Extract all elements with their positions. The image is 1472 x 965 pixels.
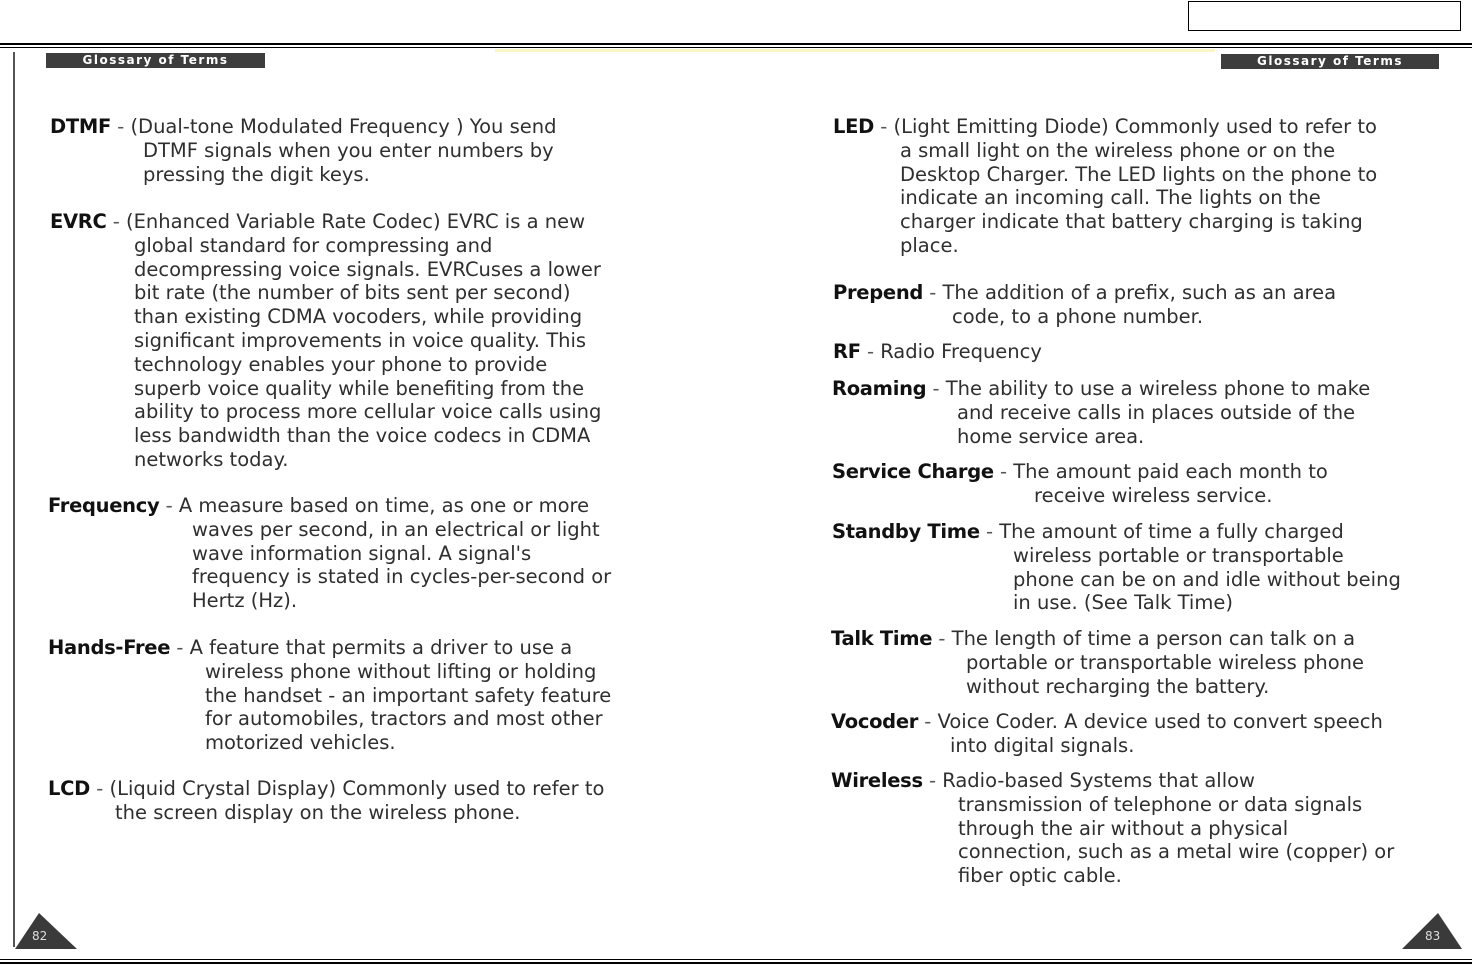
right-page-number: 83 bbox=[1425, 929, 1441, 943]
definition-led-line: charger indicate that battery charging is taking bbox=[900, 210, 1363, 234]
term-separator: - bbox=[926, 377, 946, 400]
definition-frequency-line: wave information signal. A signal's bbox=[192, 541, 532, 565]
glossary-entry-prepend bbox=[833, 281, 1453, 329]
term-separator: - bbox=[159, 494, 179, 517]
definition-standby-time-line: wireless portable or transportable bbox=[1013, 543, 1344, 567]
definition-evrc-line: significant improvements in voice quality. This bbox=[134, 328, 587, 352]
definition-dtmf-line-1: (Dual-tone Modulated Frequency ) You send bbox=[130, 115, 557, 138]
definition-evrc-line-1: (Enhanced Variable Rate Codec) EVRC is a new bbox=[125, 210, 586, 233]
term-evrc: EVRC bbox=[50, 210, 107, 233]
top-rule bbox=[0, 43, 1472, 45]
term-separator: - bbox=[106, 210, 126, 233]
left-page-number: 82 bbox=[32, 929, 48, 943]
definition-led-line: place. bbox=[900, 233, 959, 257]
definition-evrc-line: less bandwidth than the voice codecs in CDMA bbox=[134, 424, 591, 448]
definition-hands-free-line: motorized vehicles. bbox=[205, 731, 396, 755]
definition-rf: Radio Frequency bbox=[880, 340, 1042, 363]
definition-service-charge-line-1: The amount paid each month to bbox=[1013, 460, 1328, 483]
definition-hands-free-line-1: A feature that permits a driver to use a bbox=[189, 636, 573, 659]
glossary-entry-wireless bbox=[831, 769, 1461, 888]
term-separator: - bbox=[932, 627, 952, 650]
term-separator: - bbox=[979, 520, 1000, 543]
definition-frequency-line: waves per second, in an electrical or light bbox=[192, 517, 600, 541]
bottom-rule-thin bbox=[0, 959, 1472, 960]
term-lcd: LCD bbox=[48, 777, 91, 800]
term-talk-time: Talk Time bbox=[831, 627, 933, 650]
top-rule-thin bbox=[0, 47, 1472, 48]
top-right-box bbox=[1188, 1, 1461, 31]
term-vocoder: Vocoder bbox=[831, 710, 919, 733]
definition-talk-time-line: portable or transportable wireless phone bbox=[966, 650, 1365, 674]
definition-standby-time-line-1: The amount of time a fully charged bbox=[999, 520, 1344, 543]
term-wireless: Wireless bbox=[831, 769, 923, 792]
definition-prepend-line-1: The addition of a prefix, such as an area bbox=[942, 281, 1337, 304]
glossary-entry-vocoder bbox=[831, 710, 1461, 758]
definition-wireless-line: transmission of telephone or data signals bbox=[958, 792, 1363, 816]
glossary-entry-evrc bbox=[50, 210, 660, 472]
definition-dtmf-line-2: DTMF signals when you enter numbers by bbox=[143, 138, 554, 162]
term-dtmf: DTMF bbox=[50, 115, 112, 138]
definition-hands-free-line: wireless phone without lifting or holding bbox=[205, 659, 597, 683]
definition-evrc-line: decompressing voice signals. EVRCuses a lower bbox=[134, 257, 601, 281]
term-frequency: Frequency bbox=[48, 494, 160, 517]
glossary-entry-frequency bbox=[48, 494, 658, 613]
glossary-entry-led bbox=[833, 115, 1453, 258]
term-roaming: Roaming bbox=[832, 377, 927, 400]
term-separator: - bbox=[922, 769, 943, 792]
definition-evrc-line: global standard for compressing and bbox=[134, 233, 493, 257]
definition-wireless-line: connection, such as a metal wire (copper) or bbox=[958, 840, 1395, 864]
glossary-entry-roaming bbox=[832, 377, 1452, 448]
term-led: LED bbox=[833, 115, 875, 138]
term-separator: - bbox=[170, 636, 190, 659]
definition-evrc-line: ability to process more cellular voice calls using bbox=[134, 400, 602, 424]
definition-vocoder-line-1: Voice Coder. A device used to convert speech bbox=[937, 710, 1383, 733]
definition-vocoder-line-2: into digital signals. bbox=[950, 733, 1135, 757]
left-page-edge bbox=[13, 52, 15, 947]
definition-led-line: Desktop Charger. The LED lights on the phone to bbox=[900, 162, 1378, 186]
definition-hands-free-line: for automobiles, tractors and most other bbox=[205, 707, 603, 731]
definition-lcd-line-2: the screen display on the wireless phone. bbox=[115, 800, 521, 824]
definition-roaming-line: home service area. bbox=[957, 424, 1145, 448]
definition-lcd-line-1: (Liquid Crystal Display) Commonly used to refer to bbox=[109, 777, 605, 800]
definition-roaming-line-1: The ability to use a wireless phone to make bbox=[945, 377, 1371, 400]
definition-led-line: indicate an incoming call. The lights on the bbox=[900, 186, 1321, 210]
glossary-entry-hands-free bbox=[48, 636, 658, 755]
bottom-rule bbox=[0, 962, 1472, 964]
glossary-entry-service-charge bbox=[832, 460, 1452, 508]
glossary-entry-standby-time bbox=[832, 520, 1457, 615]
gutter-tint bbox=[495, 49, 1215, 52]
definition-standby-time-line: in use. (See Talk Time) bbox=[1013, 591, 1233, 615]
term-separator: - bbox=[90, 777, 110, 800]
definition-prepend-line-2: code, to a phone number. bbox=[952, 304, 1204, 328]
term-rf: RF bbox=[833, 340, 861, 363]
definition-evrc-line: networks today. bbox=[134, 447, 289, 471]
definition-standby-time-line: phone can be on and idle without being bbox=[1013, 567, 1401, 591]
term-separator: - bbox=[874, 115, 894, 138]
definition-wireless-line-1: Radio-based Systems that allow bbox=[942, 769, 1255, 792]
definition-led-line: a small light on the wireless phone or on the bbox=[900, 138, 1336, 162]
term-separator: - bbox=[111, 115, 131, 138]
term-separator: - bbox=[860, 340, 881, 363]
definition-evrc-line: than existing CDMA vocoders, while providing bbox=[134, 305, 583, 329]
term-separator: - bbox=[918, 710, 938, 733]
glossary-entry-lcd bbox=[48, 777, 668, 825]
definition-wireless-line: through the air without a physical bbox=[958, 816, 1289, 840]
definition-wireless-line: fiber optic cable. bbox=[958, 864, 1122, 888]
definition-frequency-line: Hertz (Hz). bbox=[192, 589, 298, 613]
term-standby-time: Standby Time bbox=[832, 520, 980, 543]
definition-led-line-1: (Light Emitting Diode) Commonly used to refer to bbox=[893, 115, 1377, 138]
definition-evrc-line: bit rate (the number of bits sent per second) bbox=[134, 281, 571, 305]
definition-dtmf-line-3: pressing the digit keys. bbox=[143, 162, 370, 186]
left-page-header: Glossary of Terms bbox=[46, 53, 265, 68]
definition-evrc-line: technology enables your phone to provide bbox=[134, 352, 548, 376]
term-prepend: Prepend bbox=[833, 281, 924, 304]
term-service-charge: Service Charge bbox=[832, 460, 994, 483]
term-separator: - bbox=[923, 281, 943, 304]
definition-evrc-line: superb voice quality while benefiting from the bbox=[134, 376, 585, 400]
definition-hands-free-line: the handset - an important safety feature bbox=[205, 683, 612, 707]
definition-roaming-line: and receive calls in places outside of the bbox=[957, 400, 1356, 424]
term-hands-free: Hands-Free bbox=[48, 636, 171, 659]
glossary-entry-talk-time bbox=[831, 627, 1451, 698]
definition-talk-time-line: without recharging the battery. bbox=[966, 674, 1270, 698]
definition-talk-time-line-1: The length of time a person can talk on a bbox=[951, 627, 1356, 650]
right-page-header: Glossary of Terms bbox=[1221, 54, 1439, 69]
definition-frequency-line-1: A measure based on time, as one or more bbox=[178, 494, 590, 517]
term-separator: - bbox=[993, 460, 1014, 483]
glossary-entry-rf bbox=[833, 340, 1453, 364]
definition-service-charge-line-2: receive wireless service. bbox=[1034, 483, 1273, 507]
definition-frequency-line: frequency is stated in cycles-per-second or bbox=[192, 565, 612, 589]
glossary-entry-dtmf bbox=[50, 115, 610, 186]
